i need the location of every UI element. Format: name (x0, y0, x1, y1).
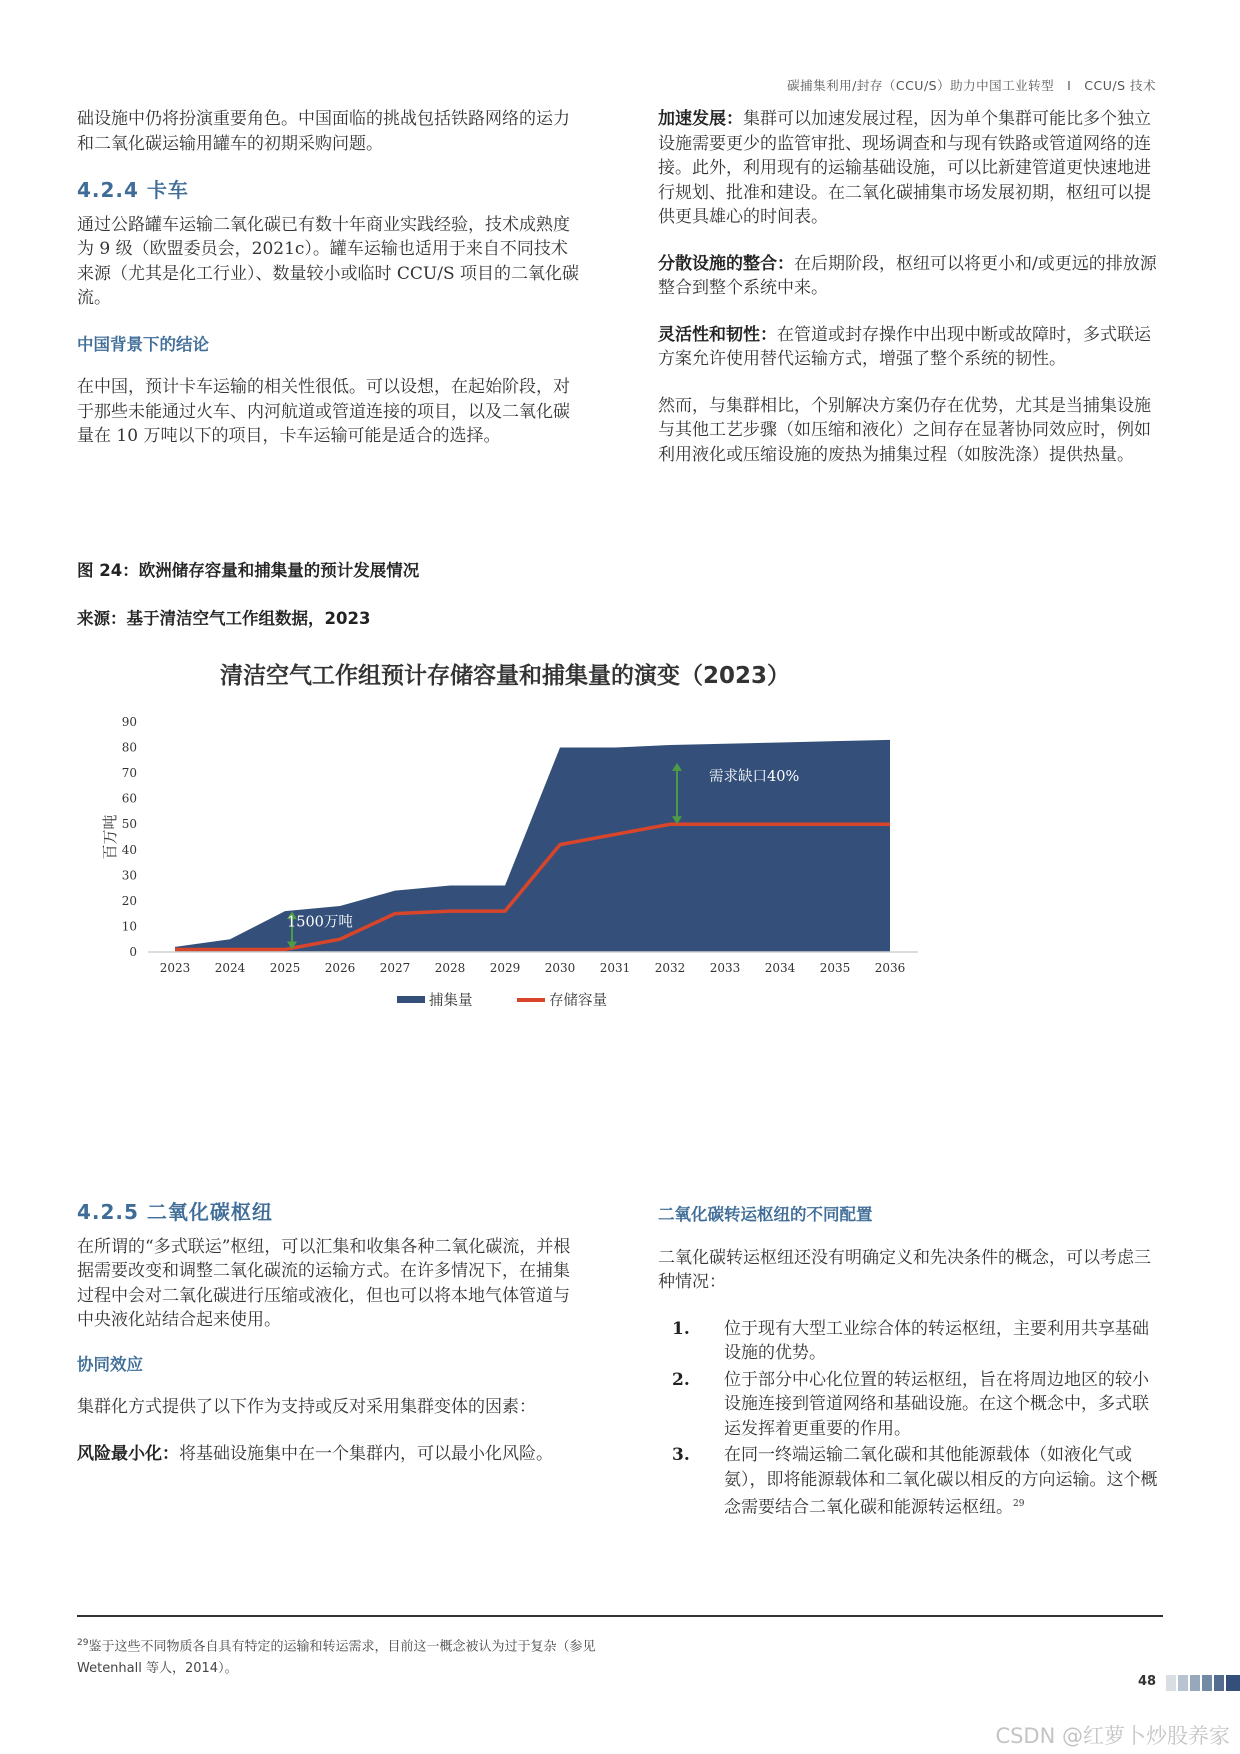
accel-paragraph (658, 107, 1163, 230)
page-bar-segment (1202, 1675, 1212, 1691)
x-tick-label: 2033 (709, 961, 741, 975)
y-tick-label: 10 (121, 919, 137, 934)
x-tick-label: 2035 (819, 961, 851, 975)
risk-paragraph (77, 1442, 582, 1467)
y-axis-label: 百万吨 (101, 814, 119, 860)
chart (85, 655, 1035, 1135)
hub-intro-paragraph: 在所谓的“多式联运”枢纽，可以汇集和收集各种二氧化碳流，并根据需要改变和调整二氧化碳流的运输方式。在许多情况下，在捕集过程中会对二氧化碳进行压缩或液化，但也可以将本地气体管道与中央液化站结合起来使用。 (77, 1236, 571, 1330)
synergy-paragraph: 集群化方式提供了以下作为支持或反对采用集群变体的因素： (77, 1397, 536, 1417)
watermark: CSDN @红萝卜炒股养家 (995, 1724, 1230, 1748)
footnote-number: 29 (77, 1638, 89, 1648)
y-tick-label: 80 (121, 740, 137, 755)
section-4-2-5-heading: 4.2.5 二氧化碳枢纽 (77, 1200, 273, 1224)
page-bar-segment (1178, 1675, 1188, 1691)
conclusion-paragraph: 在中国，预计卡车运输的相关性很低。可以设想，在起始阶段，对于那些未能通过火车、内河航道或管道连接的项目，以及二氧化碳量在 10 万吨以下的项目，卡车运输可能是适合的选择。 (77, 377, 570, 446)
dispersed-text: 在后期阶段，枢纽可以将更小和/或更远的排放源整合到整个系统中来。 (658, 253, 1157, 298)
footnote-ref[interactable]: 29 (1013, 1499, 1025, 1509)
list-item: 1. 位于现有大型工业综合体的转运枢纽，主要利用共享基础设施的优势。 (672, 1318, 1149, 1363)
x-tick-label: 2023 (159, 961, 191, 975)
footnote-divider (77, 1615, 1163, 1617)
x-tick-label: 2027 (379, 961, 411, 975)
right-column-top (658, 107, 1163, 467)
risk-label: 风险最小化： (77, 1443, 179, 1464)
flex-text: 在管道或封存操作中出现中断或故障时，多式联运方案允许使用替代运输方式，增强了整个系统的韧性。 (658, 324, 1151, 369)
left-column-top (77, 107, 582, 449)
x-tick-label: 2036 (874, 961, 906, 975)
accel-text: 集群可以加速发展过程，因为单个集群可能比多个独立设施需要更少的监管审批、现场调查和与现有铁路或管道网络的连接。此外，利用现有的运输基础设施，可以比新建管道更快速地进行规划、批准和建设。在二氧化碳捕集市场发展初期，枢纽可以提供更具雄心的时间表。 (658, 109, 1151, 227)
hub-config-list (658, 1317, 1163, 1521)
intro-paragraph: 础设施中仍将扮演重要角色。中国面临的挑战包括铁路网络的运力和二氧化碳运输用罐车的初期采购问题。 (77, 109, 570, 154)
annotation-label: 需求缺口40% (709, 768, 800, 785)
footnote-text: 鉴于这些不同物质各自具有特定的运输和转运需求，目前这一概念被认为过于复杂（参见 Wetenhall 等人，2014）。 (77, 1639, 596, 1677)
dispersed-label: 分散设施的整合： (658, 253, 794, 274)
y-tick-label: 0 (129, 945, 137, 959)
page-bar-segment (1190, 1675, 1200, 1691)
left-column-bottom (77, 1200, 582, 1466)
chart-title: 清洁空气工作组预计存储容量和捕集量的演变（2023） (219, 663, 791, 689)
figure-source: 来源：基于清洁空气工作组数据，2023 (77, 609, 371, 628)
legend-label-capture: 捕集量 (429, 993, 473, 1009)
x-tick-label: 2034 (764, 961, 796, 975)
page-bar-segment (1226, 1675, 1240, 1691)
list-item: 3. 在同一终端运输二氧化碳和其他能源载体（如液化气或氨），即将能源载体和二氧化碳以相反的方向运输。这个概念需要结合二氧化碳和能源转运枢纽。$^{29}$ (672, 1445, 1158, 1518)
however-paragraph: 然而，与集群相比，个别解决方案仍存在优势，尤其是当捕集设施与其他工艺步骤（如压缩和液化）之间存在显著协同效应时，例如利用液化或压缩设施的废热为捕集过程（如胺洗涤）提供热量。 (658, 395, 1151, 465)
right-column-bottom (658, 1203, 1163, 1522)
section-4-2-4-heading: 4.2.4 卡车 (77, 178, 189, 202)
y-tick-label: 40 (121, 842, 137, 857)
trucks-paragraph: 通过公路罐车运输二氧化碳已有数十年商业实践经验，技术成熟度为 9 级（欧盟委员会，2021c）。罐车运输也适用于来自不同技术来源（尤其是化工行业）、数量较小或临时 CCU/S 项目的二氧化碳流。 (77, 214, 580, 308)
x-tick-label: 2030 (544, 961, 576, 975)
page-bar-segment (1214, 1675, 1224, 1691)
page-number: 48 (1138, 1674, 1157, 1689)
figure-caption: 图 24：欧洲储存容量和捕集量的预计发展情况 (77, 561, 420, 580)
risk-text: 将基础设施集中在一个集群内，可以最小化风险。 (179, 1443, 553, 1464)
x-tick-label: 2032 (654, 961, 686, 975)
y-tick-label: 70 (121, 766, 137, 781)
hub-config-heading: 二氧化碳转运枢纽的不同配置 (658, 1205, 873, 1224)
x-tick-label: 2024 (214, 961, 246, 975)
footnote (77, 1632, 597, 1680)
accel-label: 加速发展： (658, 109, 743, 129)
legend-swatch-capture (397, 996, 425, 1003)
y-tick-label: 90 (121, 715, 137, 729)
flex-paragraph (658, 323, 1163, 372)
hub-config-paragraph: 二氧化碳转运枢纽还没有明确定义和先决条件的概念，可以考虑三种情况： (658, 1247, 1151, 1292)
x-tick-label: 2029 (489, 961, 521, 975)
synergy-heading: 协同效应 (77, 1354, 143, 1374)
y-tick-label: 20 (121, 893, 137, 908)
x-tick-label: 2028 (434, 961, 466, 975)
legend-label-storage: 存储容量 (549, 993, 607, 1009)
y-tick-label: 30 (121, 868, 137, 883)
dispersed-paragraph (658, 252, 1163, 301)
y-tick-label: 60 (121, 791, 137, 806)
x-tick-label: 2025 (269, 961, 301, 975)
x-tick-label: 2026 (324, 961, 356, 975)
page-bar-segment (1166, 1675, 1176, 1691)
flex-label: 灵活性和韧性： (658, 324, 777, 345)
list-item: 2. 位于部分中心化位置的转运枢纽，旨在将周边地区的较小设施连接到管道网络和基础设施。在这个概念中，多式联运发挥着更重要的作用。 (672, 1369, 1149, 1439)
running-header: 碳捕集利用/封存（CCU/S）助力中国工业转型 I CCU/S 技术 (787, 78, 1156, 93)
x-tick-label: 2031 (599, 961, 631, 975)
annotation-label: 1500万吨 (287, 914, 353, 931)
legend-swatch-storage (517, 998, 545, 1002)
conclusion-heading: 中国背景下的结论 (77, 334, 209, 354)
y-tick-label: 50 (121, 817, 137, 832)
